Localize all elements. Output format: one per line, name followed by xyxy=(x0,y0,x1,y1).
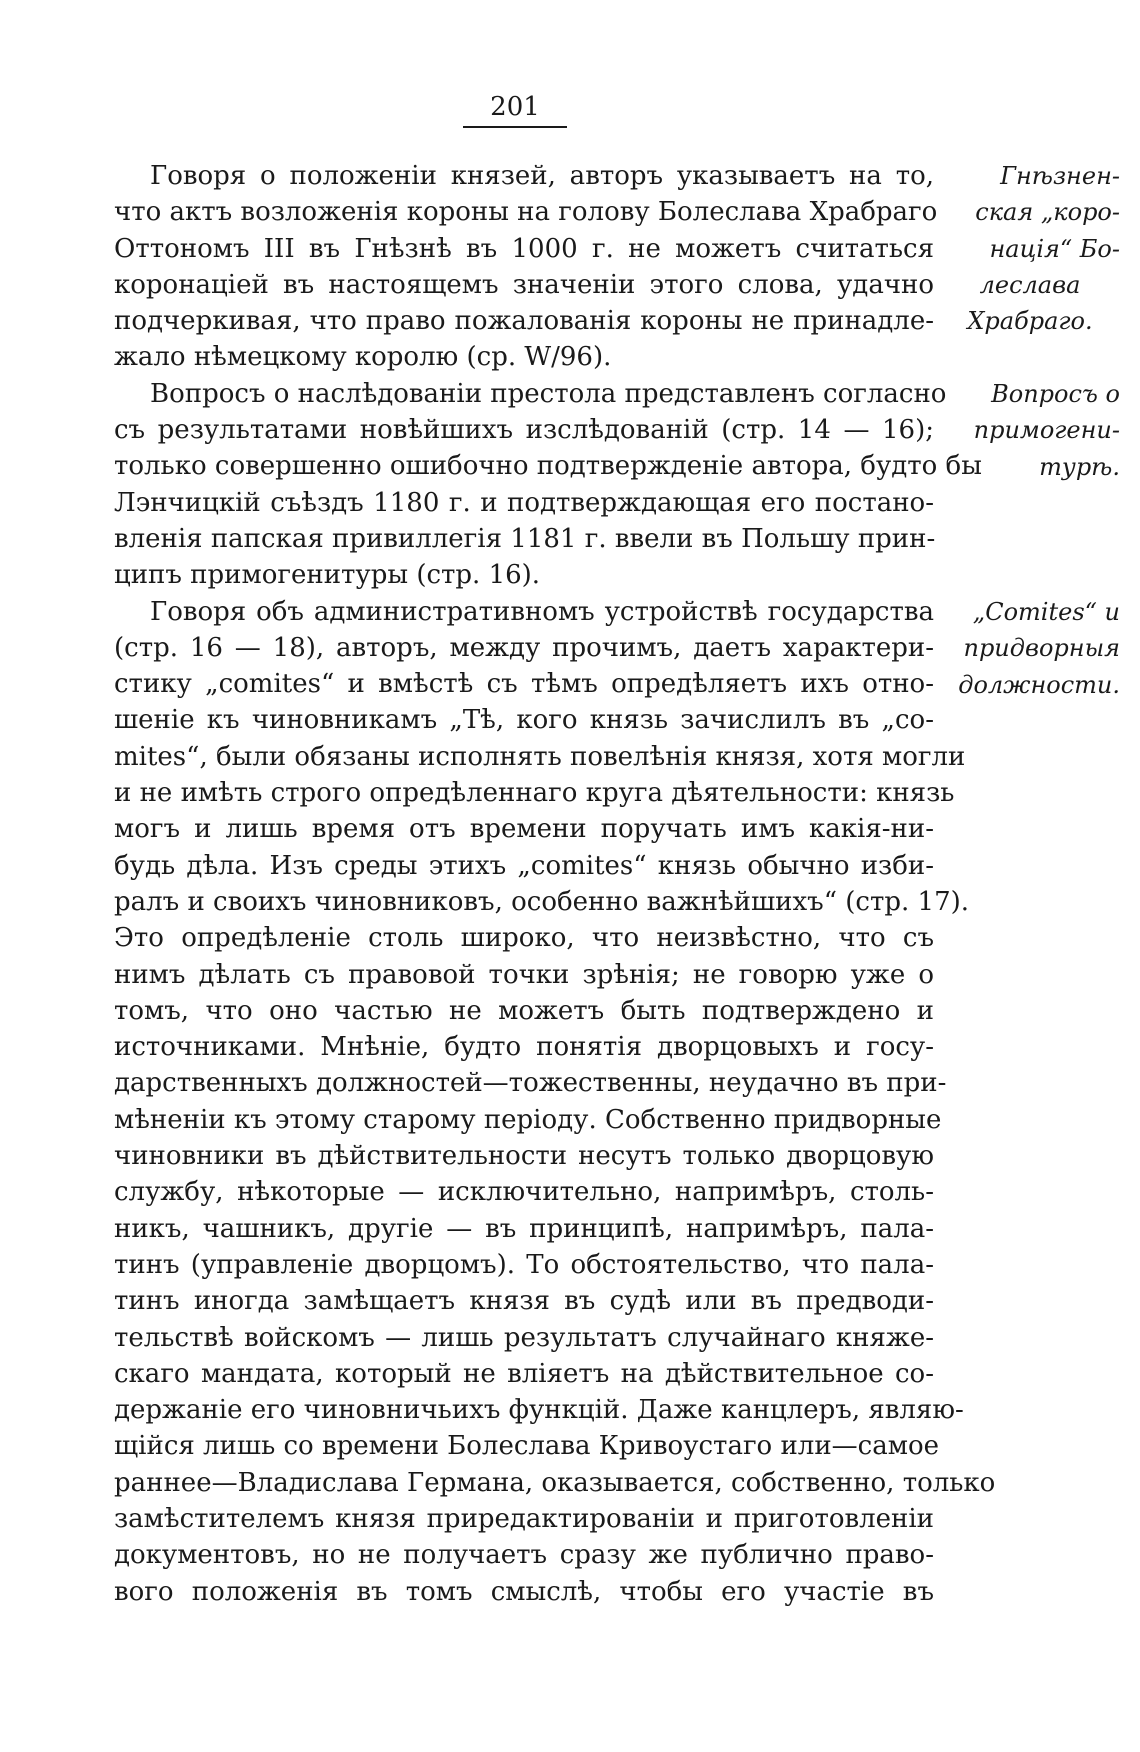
text-line: ралъ и своихъ чиновниковъ, особенно важнѣйшихъ“ (стр. 17). xyxy=(114,886,970,917)
page-number: 201 xyxy=(463,90,567,128)
margin-line: Храбраго. xyxy=(967,307,1093,336)
margin-note-coronation xyxy=(940,158,1120,339)
text-line: стику „comites“ и вмѣстѣ съ тѣмъ опредѣляетъ ихъ отно- xyxy=(114,669,934,700)
text-line: щiйся лишь со времени Болеслава Кривоустаго или—самое xyxy=(114,1431,939,1462)
margin-line: должности. xyxy=(958,670,1120,699)
text-line: раннее—Владислава Германа, оказывается, собственно, только xyxy=(114,1467,996,1498)
text-line: никъ, чашникъ, другiе — въ принципѣ, напримѣръ, пала- xyxy=(114,1213,934,1244)
text-line: нимъ дѣлать съ правовой точки зрѣнiя; не говорю уже о xyxy=(114,959,934,990)
margin-line: примогени- xyxy=(973,416,1120,445)
paragraph-coronation xyxy=(114,158,938,376)
text-line: жало нѣмецкому королю (ср. W/96). xyxy=(114,342,612,373)
text-line: тельствѣ войскомъ — лишь результатъ случайнаго княже- xyxy=(114,1322,934,1353)
text-line: тинъ (управленiе дворцомъ). То обстоятельство, что пала- xyxy=(114,1249,934,1280)
text-line: и не имѣть строго опредѣленнаго круга дѣятельности: князь xyxy=(114,778,955,809)
text-line: держанiе его чиновничьихъ функцiй. Даже канцлеръ, являю- xyxy=(114,1395,964,1426)
text-line: подчеркивая, что право пожалованiя короны не принадле- xyxy=(114,306,934,337)
margin-line: Гнѣзнен- xyxy=(1000,162,1120,190)
text-line: мѣненiи къ этому старому перiоду. Собственно придворные xyxy=(114,1104,942,1135)
text-line: тинъ иногда замѣщаетъ князя въ судѣ или въ предводи- xyxy=(114,1286,934,1317)
text-line: коронацiей въ настоящемъ значенiи этого слова, удачно xyxy=(114,269,934,300)
text-line: источниками. Мнѣнiе, будто понятiя дворцовыхъ и госу- xyxy=(114,1032,934,1063)
text-line: Это опредѣленiе столь широко, что неизвѣстно, что съ xyxy=(114,923,934,954)
text-line: вого положенiя въ томъ смыслѣ, чтобы его участiе въ xyxy=(114,1576,934,1607)
text-line: дарственныхъ должностей—тожественны, неудачно въ при- xyxy=(114,1068,947,1099)
paragraph-succession xyxy=(114,376,982,594)
text-line: скаго мандата, который не влiяетъ на дѣйствительное со- xyxy=(114,1358,934,1389)
margin-line: ская „коро- xyxy=(975,198,1120,227)
text-line: Говоря о положенiи князей, авторъ указываетъ на то, xyxy=(150,161,934,191)
text-line: (стр. 16 — 18), авторъ, между прочимъ, даетъ характери- xyxy=(114,632,934,663)
text-line: mites“, были обязаны исполнять повелѣнiя князя, хотя могли xyxy=(114,741,966,772)
margin-line: Вопросъ о xyxy=(991,380,1120,408)
text-line: документовъ, но не получаетъ сразу же публично право- xyxy=(114,1540,934,1571)
text-line: будь дѣла. Изъ среды этихъ „comites“ князь обычно изби- xyxy=(114,850,934,881)
margin-line: нацiя“ Бо- xyxy=(989,234,1120,263)
margin-note-primogeniture xyxy=(940,376,1120,485)
margin-line: „Comites“ и xyxy=(972,598,1120,626)
text-line: могъ и лишь время отъ времени поручать имъ какiя-ни- xyxy=(114,814,934,845)
margin-line: леслава xyxy=(979,270,1081,299)
text-line: чиновники въ дѣйствительности несутъ только дворцовую xyxy=(114,1141,934,1172)
text-line: Оттономъ III въ Гнѣзнѣ въ 1000 г. не можетъ считаться xyxy=(114,233,934,264)
text-line: шенiе къ чиновникамъ „Тѣ, кого князь зачислилъ въ „co- xyxy=(114,705,934,736)
paragraph-administration xyxy=(114,594,996,1610)
text-line: только совершенно ошибочно подтвержденiе автора, будто бы xyxy=(114,451,982,482)
text-line: что актъ возложенiя короны на голову Болеслава Храбраго xyxy=(114,197,938,228)
main-text xyxy=(114,158,996,1610)
text-line: Говоря объ административномъ устройствѣ государства xyxy=(150,596,934,627)
text-line: службу, нѣкоторые — исключительно, напримѣръ, столь- xyxy=(114,1177,934,1208)
margin-note-comites xyxy=(940,594,1120,703)
text-line: вленiя папская привиллегiя 1181 г. ввели въ Польшу прин- xyxy=(114,523,936,554)
text-line: томъ, что оно частью не можетъ быть подтверждено и xyxy=(114,995,934,1026)
text-line: Вопросъ о наслѣдованiи престола представленъ согласно xyxy=(150,378,947,409)
margin-line: придворныя xyxy=(963,634,1120,663)
text-line: замѣстителемъ князя приредактированiи и приготовленiи xyxy=(114,1503,934,1534)
text-line: Лэнчицкiй съѣздъ 1180 г. и подтверждающая его постано- xyxy=(114,487,934,518)
text-line: ципъ примогенитуры (стр. 16). xyxy=(114,560,541,591)
text-line: съ результатами новѣйшихъ изслѣдованiй (стр. 14 — 16); xyxy=(114,415,934,446)
margin-line: турѣ. xyxy=(1039,452,1120,481)
